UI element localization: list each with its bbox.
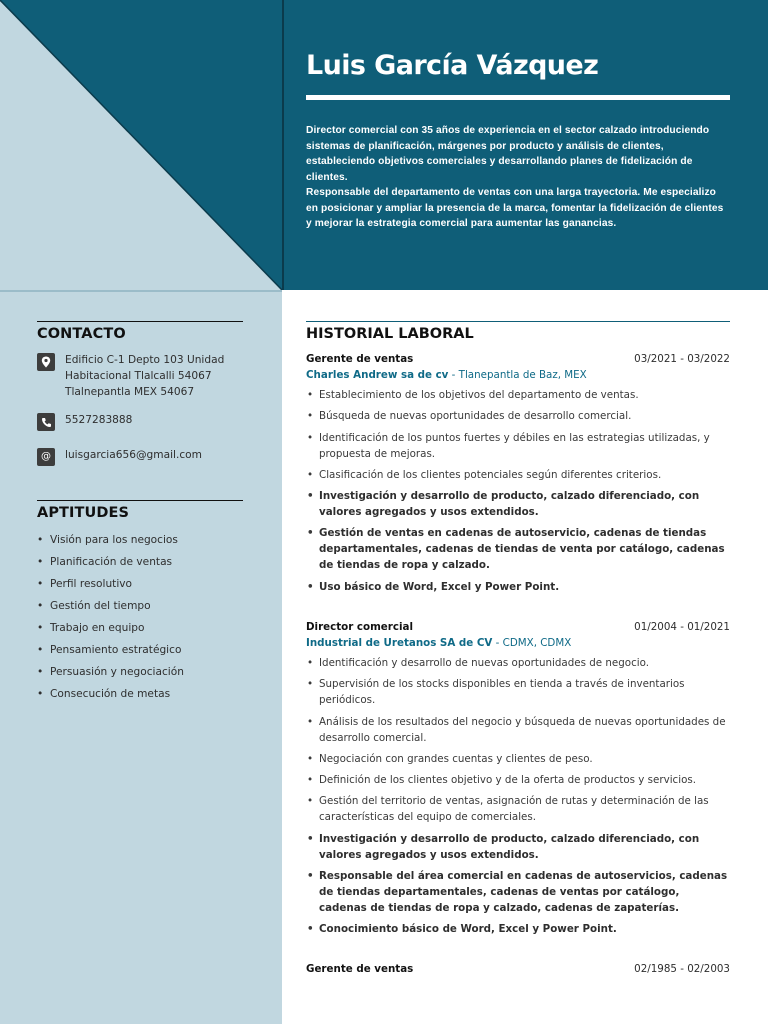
skills-list bbox=[37, 529, 257, 705]
job-header bbox=[306, 353, 730, 368]
address-line: Edificio C-1 Depto 103 Unidad bbox=[65, 354, 225, 366]
address-line: Tlalnepantla MEX 54067 bbox=[65, 386, 195, 398]
job-header bbox=[306, 621, 730, 636]
skills-rule bbox=[37, 500, 243, 501]
summary-paragraph: Director comercial con 35 años de experiencia en el sector calzado introduciendo sistemas de planificación, márgenes por producto y análisis de clientes, estableciendo objetivos comerciales y desarrollando planes de fidelización de clientes. bbox=[306, 125, 710, 183]
candidate-name: Luis García Vázquez bbox=[306, 50, 599, 81]
duty-item: • Uso básico de Word, Excel y Power Point. bbox=[306, 579, 730, 595]
duty-item: • Análisis de los resultados del negocio y búsqueda de nuevas oportunidades de desarrollo comercial. bbox=[306, 714, 730, 746]
contact-rule bbox=[37, 321, 243, 322]
summary-paragraph: Responsable del departamento de ventas con una larga trayectoria. Me especializo en posicionar y ampliar la presencia de la marca, fomentar la fidelización de clientes y mejorar la estrategia comercial para aumentar las ganancias. bbox=[306, 187, 724, 229]
duty-item: • Búsqueda de nuevas oportunidades de desarrollo comercial. bbox=[306, 408, 730, 424]
at-icon: @ bbox=[37, 448, 55, 466]
skill-item: • Visión para los negocios bbox=[37, 529, 257, 551]
job-header bbox=[306, 963, 730, 978]
skill-item: • Perfil resolutivo bbox=[37, 573, 257, 595]
name-underline bbox=[306, 95, 730, 100]
skill-item: • Consecución de metas bbox=[37, 683, 257, 705]
email-text: luisgarcia656@gmail.com bbox=[65, 449, 202, 461]
duty-item: • Clasificación de los clientes potenciales según diferentes criterios. bbox=[306, 467, 730, 483]
sidebar-divider bbox=[0, 290, 282, 292]
skill-item: • Persuasión y negociación bbox=[37, 661, 257, 683]
duty-item: • Gestión del territorio de ventas, asignación de rutas y determinación de las características del equipo de comerciales. bbox=[306, 793, 730, 825]
duty-item: • Responsable del área comercial en cadenas de autoservicios, cadenas de tiendas departamentales, cadenas de ventas por catálogo, cadenas de tiendas de ropa y calzado, cadenas de zapaterías. bbox=[306, 868, 730, 916]
phone-text: 5527283888 bbox=[65, 414, 133, 426]
company-location: - Tlanepantla de Baz, MEX bbox=[448, 369, 587, 381]
duty-item: • Identificación y desarrollo de nuevas oportunidades de negocio. bbox=[306, 655, 730, 671]
job-dates: 01/2004 - 01/2021 bbox=[634, 621, 730, 633]
skill-item: • Gestión del tiempo bbox=[37, 595, 257, 617]
skill-item: • Pensamiento estratégico bbox=[37, 639, 257, 661]
duty-item: • Investigación y desarrollo de producto, calzado diferenciado, con valores agregados y usos extendidos. bbox=[306, 488, 730, 520]
duty-item: • Establecimiento de los objetivos del departamento de ventas. bbox=[306, 387, 730, 403]
job-title: Director comercial bbox=[306, 621, 413, 633]
phone-icon bbox=[37, 413, 55, 431]
job-title: Gerente de ventas bbox=[306, 963, 414, 975]
contact-heading: CONTACTO bbox=[37, 326, 126, 342]
job-entry bbox=[306, 353, 730, 600]
company-location: - CDMX, CDMX bbox=[492, 637, 572, 649]
job-duties bbox=[306, 387, 730, 595]
history-rule bbox=[306, 321, 730, 322]
skills-heading: APTITUDES bbox=[37, 505, 130, 521]
duty-item: • Investigación y desarrollo de producto, calzado diferenciado, con valores agregados y usos extendidos. bbox=[306, 831, 730, 863]
job-dates: 03/2021 - 03/2022 bbox=[634, 353, 730, 365]
profile-summary bbox=[306, 123, 730, 232]
address-text bbox=[65, 352, 224, 400]
company-name: Industrial de Uretanos SA de CV bbox=[306, 637, 493, 649]
duty-item: • Supervisión de los stocks disponibles en tienda a través de inventarios periódicos. bbox=[306, 676, 730, 708]
skill-item: • Trabajo en equipo bbox=[37, 617, 257, 639]
job-entry bbox=[306, 963, 730, 978]
job-dates: 02/1985 - 02/2003 bbox=[634, 963, 730, 975]
location-icon bbox=[37, 353, 55, 371]
history-heading: HISTORIAL LABORAL bbox=[306, 326, 474, 342]
contact-address bbox=[37, 352, 247, 400]
job-company-line bbox=[306, 637, 730, 649]
job-duties bbox=[306, 655, 730, 937]
duty-item: • Gestión de ventas en cadenas de autoservicio, cadenas de tiendas departamentales, cadenas de tiendas de venta por catálogo, cadenas de tiendas de ropa y calzado. bbox=[306, 525, 730, 573]
contact-phone bbox=[37, 412, 247, 431]
contact-email bbox=[37, 447, 247, 466]
duty-item: • Definición de los clientes objetivo y de la oferta de productos y servicios. bbox=[306, 772, 730, 788]
job-company-line bbox=[306, 369, 730, 381]
skill-item: • Planificación de ventas bbox=[37, 551, 257, 573]
duty-item: • Conocimiento básico de Word, Excel y Power Point. bbox=[306, 921, 730, 937]
duty-item: • Negociación con grandes cuentas y clientes de peso. bbox=[306, 751, 730, 767]
job-title: Gerente de ventas bbox=[306, 353, 414, 365]
duty-item: • Identificación de los puntos fuertes y débiles en las estrategias utilizadas, y propuesta de mejoras. bbox=[306, 430, 730, 462]
address-line: Habitacional Tlalcalli 54067 bbox=[65, 370, 212, 382]
company-name: Charles Andrew sa de cv bbox=[306, 369, 449, 381]
decorative-triangle bbox=[0, 0, 282, 290]
job-entry bbox=[306, 621, 730, 943]
